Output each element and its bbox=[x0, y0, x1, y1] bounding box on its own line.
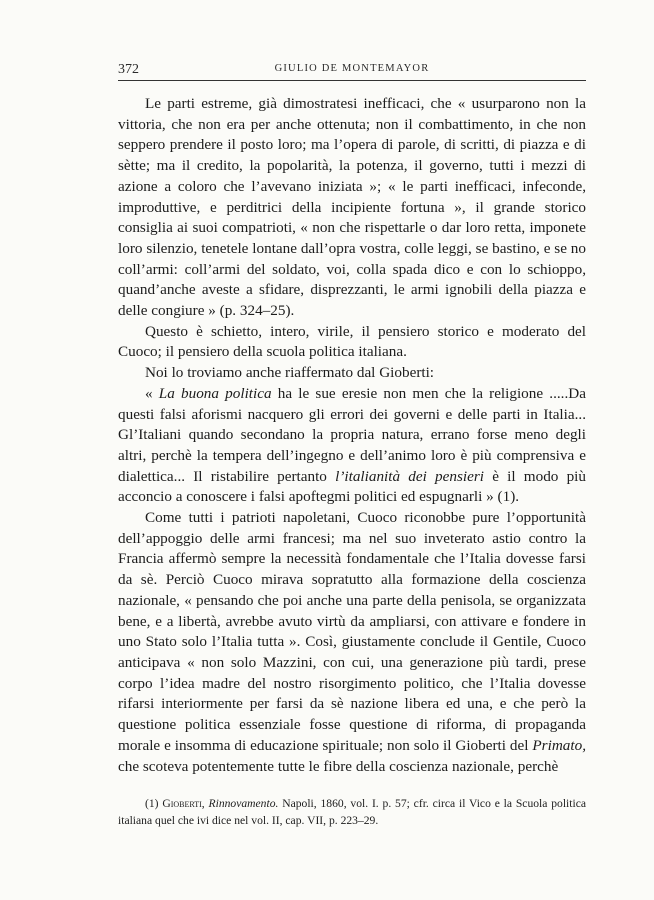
italic-run: La buona politica bbox=[158, 384, 272, 402]
italic-run: l’italianità dei pensieri bbox=[335, 467, 484, 485]
paragraph bbox=[118, 384, 586, 508]
footnote-marker: (1) bbox=[145, 797, 159, 811]
page-number: 372 bbox=[118, 62, 139, 77]
book-page bbox=[118, 60, 586, 829]
text-run: ha le sue eresie non men che la religione .....Da questi falsi aforismi nacquero gli errori dei governi e delle parti in Italia... Gl’Italiani quando secondano la propria natura, errano forse meno degli altri, perchè la tempera dell’ingegno e dell’animo loro è più comprensiva e dialettica... Il ristabilire pertanto bbox=[118, 384, 586, 485]
paragraph bbox=[118, 322, 586, 363]
text-run: Questo è schietto, intero, virile, il pensiero storico e moderato del Cuoco; il pensiero della scuola politica italiana. bbox=[118, 322, 586, 361]
body-text bbox=[118, 94, 586, 777]
header-rule bbox=[118, 80, 586, 81]
footnote-text: Napoli, 1860, vol. I. p. 57; cfr. circa il Vico e la Scuola politica italiana quel che ivi dice nel vol. II, cap. VII, p. 223–29. bbox=[118, 797, 586, 828]
paragraph bbox=[118, 363, 586, 384]
footnote-work: Rinnovamento. bbox=[208, 797, 279, 811]
text-run: Le parti estreme, già dimostratesi inefficaci, che « usurparono non la vittoria, che non era per anche ottenuta; non il combattimento, in che non seppero prendere il posto loro; ma l’opera di parole, di scritti, di piazza e di sètte; ma il credito, la popolarità, la potenza, il governo, tutti i mezzi di azione a coloro che l’avevano iniziata »; « le parti inefficaci, infeconde, improduttive, e perditrici della incipiente fortuna », il grande storico consiglia ai suoi compatrioti, « non che rispettarle o dar loro retta, imponete loro silenzio, tenetele lontane dall’opra vostra, colle leggi, se bastino, e se no coll’armi: coll’armi del soldato, voi, colla spada dico e con lo schioppo, quand’anche aveste a sfidare, disprezzanti, le armi ignobili della piazza e delle congiure » (p. 324–25). bbox=[118, 95, 586, 320]
text-run: Noi lo troviamo anche riaffermato dal Gioberti: bbox=[145, 364, 435, 382]
italic-run: Primato, bbox=[532, 736, 586, 754]
text-run: Come tutti i patrioti napoletani, Cuoco riconobbe pure l’opportunità dell’appoggio delle armi francesi; ma nel suo inveterato astio contro la Francia affermò sempre la necessità fondamentale che l’Italia dovesse farsi da sè. Perciò Cuoco mirava sopratutto alla formazione della coscienza nazionale, « pensando che poi anche una parte della penisola, se organizzata bene, e a libertà, avrebbe avuto virtù da ampliarsi, con attivare e fondere in uno Stato solo l’Italia tutta ». Così, giustamente conclude il Gentile, Cuoco anticipava « non solo Mazzini, con cui, una generazione più tardi, prese corpo l’idea madre del nostro risorgimento politico, che l’Italia dovesse rifarsi interiormente per farsi da sè nazione libera ed una, e che però la questione politica essenziale fosse questione di riforma, di propaganda morale e insomma di educazione spirituale; non solo il Gioberti del bbox=[118, 509, 586, 754]
text-run: che scoteva potentemente tutte le fibre della coscienza nazionale, perchè bbox=[118, 757, 559, 775]
footnote bbox=[118, 795, 586, 829]
paragraph bbox=[118, 508, 586, 777]
text-run: è il modo più acconcio a conoscere i falsi apoftegmi politici ed espugnarli » (1). bbox=[118, 467, 586, 506]
paragraph bbox=[118, 94, 586, 322]
footnote-author: Gioberti, bbox=[162, 797, 205, 811]
footnotes bbox=[118, 795, 586, 829]
page-header bbox=[118, 60, 586, 80]
text-run: « bbox=[145, 384, 159, 402]
running-head: GIULIO DE MONTEMAYOR bbox=[274, 63, 430, 74]
